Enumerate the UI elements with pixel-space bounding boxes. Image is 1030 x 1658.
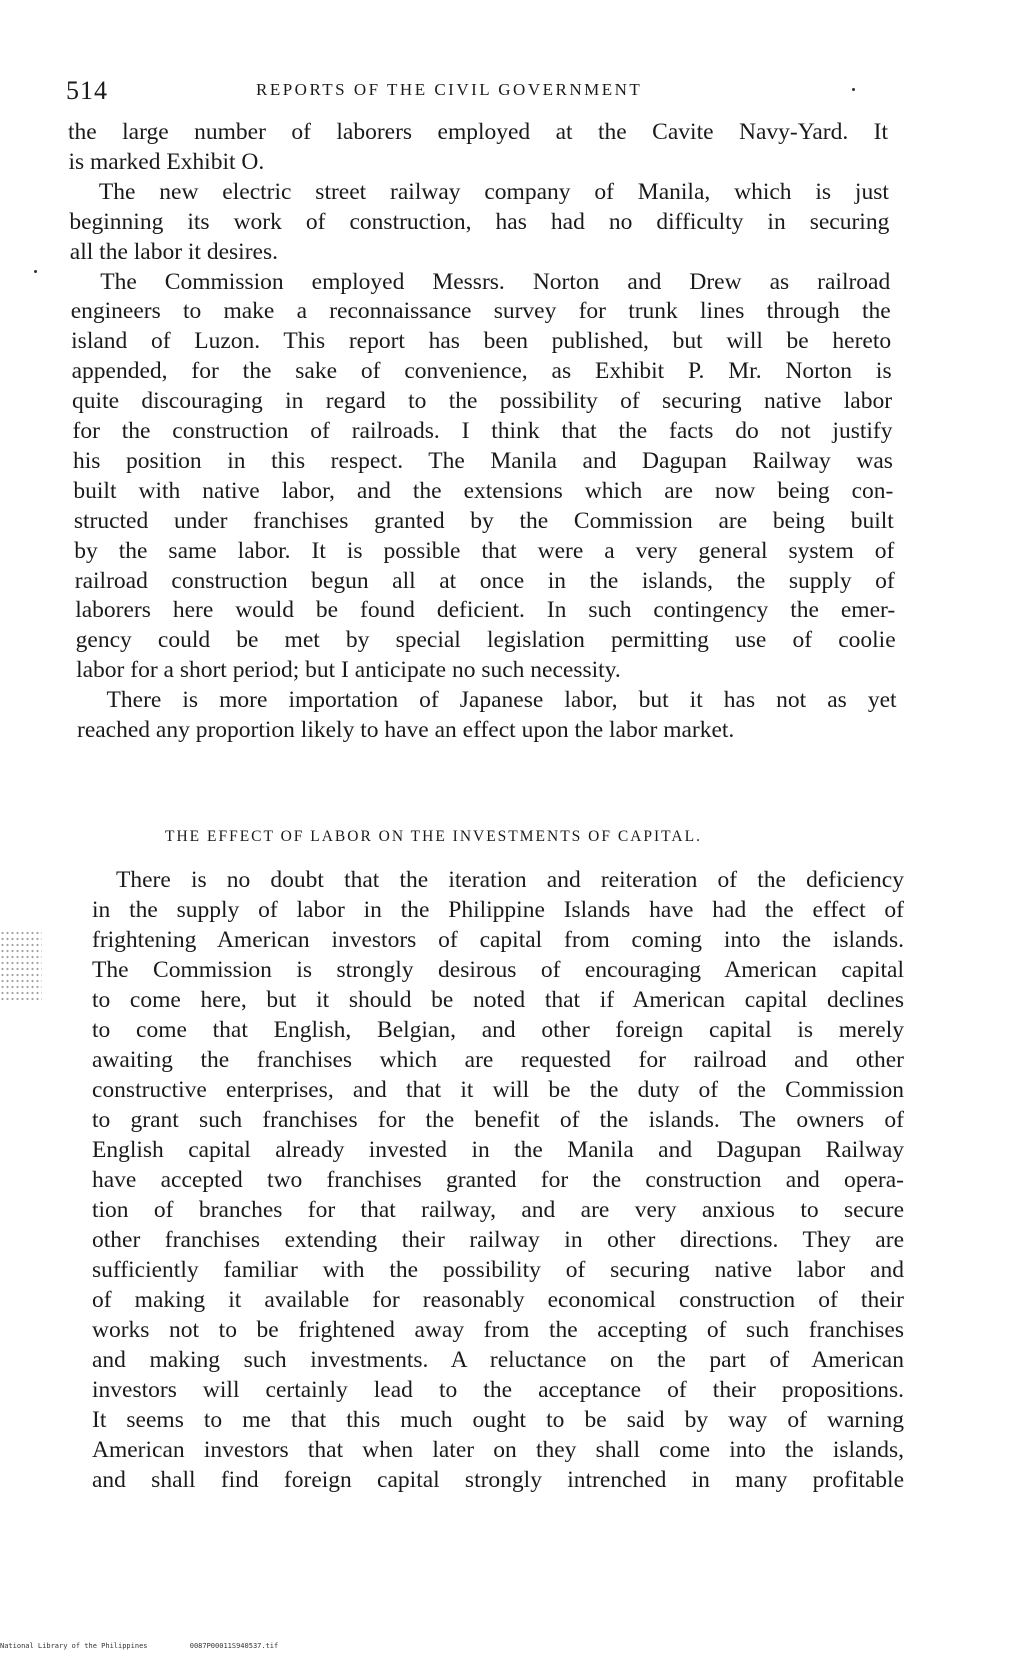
scan-speck <box>34 270 37 273</box>
text-line: built with native labor, and the extensions which are now being con- <box>73 477 894 504</box>
text-line: frightening American investors of capital from coming into the islands. <box>92 927 904 953</box>
page-number: 514 <box>66 76 108 105</box>
text-line: constructive enterprises, and that it will be the duty of the Commission <box>92 1077 904 1103</box>
margin-scan-artifact <box>0 930 42 1000</box>
text-line: There is no doubt that the iteration and reiteration of the deficiency <box>116 867 904 893</box>
text-line: awaiting the franchises which are requested for railroad and other <box>92 1047 904 1073</box>
text-line: structed under franchises granted by the Commission are being built <box>73 507 894 534</box>
text-line: of making it available for reasonably economical construction of their <box>92 1287 904 1313</box>
text-line: It seems to me that this much ought to be said by way of warning <box>92 1407 904 1433</box>
text-line: for the construction of railroads. I think that the facts do not justify <box>72 418 893 444</box>
section-heading: THE EFFECT OF LABOR ON THE INVESTMENTS OF CAPITAL. <box>165 828 702 845</box>
text-line: all the labor it desires. <box>69 238 278 265</box>
scan-footer <box>0 1642 316 1650</box>
text-line: island of Luzon. This report has been published, but will be hereto <box>71 328 892 355</box>
text-line: English capital already invested in the Manila and Dagupan Railway <box>92 1137 904 1163</box>
text-line: by the same labor. It is possible that were a very general system of <box>74 537 895 564</box>
text-line: other franchises extending their railway in other directions. They are <box>92 1227 904 1253</box>
text-line: labor for a short period; but I anticipate no such necessity. <box>76 657 621 684</box>
text-line: investors will certainly lead to the acceptance of their propositions. <box>92 1377 904 1403</box>
text-line: laborers here would be found deficient. In such contingency the emer- <box>75 597 896 624</box>
scan-speck <box>852 88 855 91</box>
footer-file-name: 0087P00011S940537.tif <box>189 1642 279 1650</box>
text-line: American investors that when later on they shall come into the islands, <box>92 1437 904 1463</box>
text-line: tion of branches for that railway, and are very anxious to secure <box>92 1197 904 1223</box>
text-line: to come that English, Belgian, and other foreign capital is merely <box>92 1017 904 1043</box>
text-line: railroad construction begun all at once in the islands, the supply of <box>74 567 895 594</box>
text-line: There is more importation of Japanese labor, but it has not as yet <box>106 687 897 714</box>
text-line: The Commission is strongly desirous of encouraging American capital <box>92 957 904 983</box>
text-line: appended, for the sake of convenience, as Exhibit P. Mr. Norton is <box>71 358 892 385</box>
text-line: is marked Exhibit O. <box>68 148 265 175</box>
text-line: and making such investments. A reluctance on the part of American <box>92 1347 904 1373</box>
text-line: gency could be met by special legislation permitting use of coolie <box>75 627 896 654</box>
text-line: works not to be frightened away from the accepting of such franchises <box>92 1317 904 1343</box>
text-line: sufficiently familiar with the possibility of securing native labor and <box>92 1257 904 1283</box>
text-line: and shall find foreign capital strongly intrenched in many profitable <box>92 1467 904 1493</box>
text-line: engineers to make a reconnaissance survey for trunk lines through the <box>70 298 891 325</box>
text-line: reached any proportion likely to have an effect upon the labor market. <box>77 717 735 743</box>
page-header <box>66 76 946 110</box>
text-line: have accepted two franchises granted for the construction and opera- <box>92 1167 904 1193</box>
text-line: quite discouraging in regard to the possibility of securing native labor <box>72 388 893 415</box>
text-line: the large number of laborers employed at the Cavite Navy-Yard. It <box>68 119 888 145</box>
text-line: in the supply of labor in the Philippine Islands have had the effect of <box>92 897 904 923</box>
text-line: to come here, but it should be noted that if American capital declines <box>92 987 904 1013</box>
footer-library: National Library of the Philippines <box>0 1642 148 1650</box>
running-head: REPORTS OF THE CIVIL GOVERNMENT <box>256 80 643 99</box>
text-line: The new electric street railway company of Manila, which is just <box>98 178 889 205</box>
text-line: The Commission employed Messrs. Norton and Drew as railroad <box>100 268 891 295</box>
text-line: his position in this respect. The Manila and Dagupan Railway was <box>72 447 893 474</box>
text-line: beginning its work of construction, has had no difficulty in securing <box>69 208 890 235</box>
text-line: to grant such franchises for the benefit of the islands. The owners of <box>92 1107 904 1133</box>
